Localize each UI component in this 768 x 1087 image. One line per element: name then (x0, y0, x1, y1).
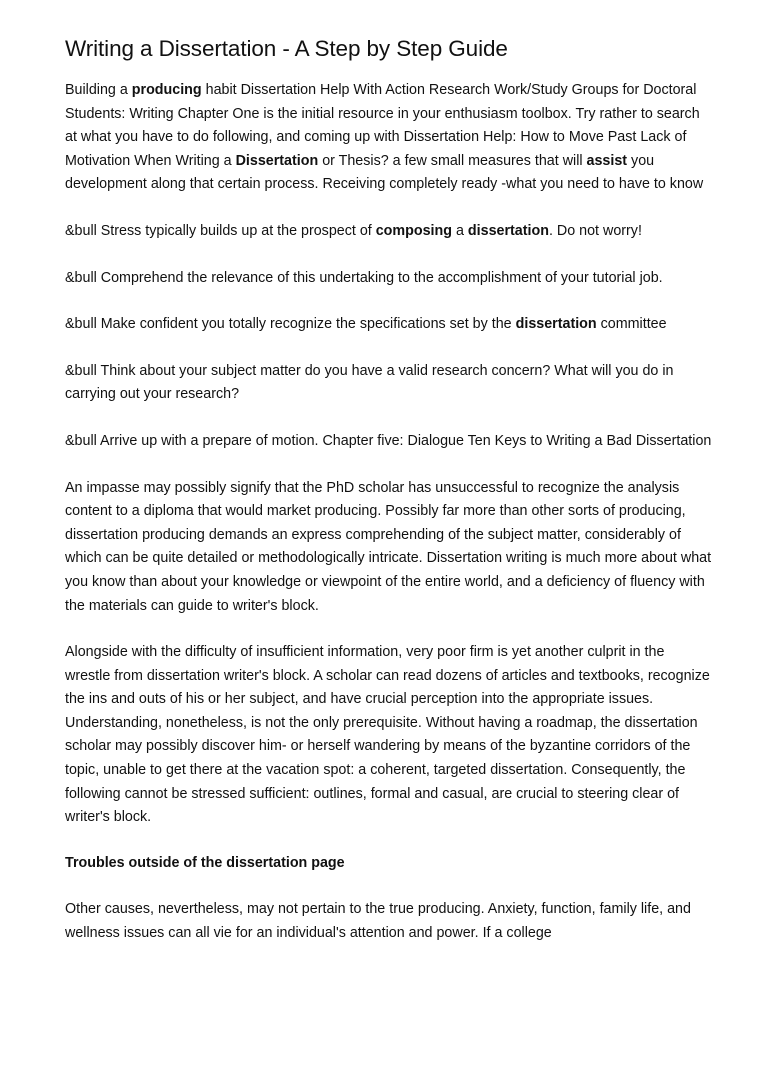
intro-bold-3: assist (586, 152, 628, 169)
body-paragraph-2: Alongside with the difficulty of insufficient information, very poor firm is yet another culprit in the wrestle from dissertation writer's block. A scholar can read dozens of articles and textbooks, recognize the ins and outs of his or her subject, and have crucial perception into the appropriate issues. Understanding, nonetheless, is not the only prerequisite. Without having a roadmap, the dissertation scholar may possibly discover him- or herself wandering by means of the byzantine corridors of the topic, unable to get there at the vacation spot: a coherent, targeted dissertation. Consequently, the following cannot be stressed sufficient: outlines, formal and casual, are crucial to steering clear of writer's block. (65, 644, 710, 826)
intro-bold-1: producing (131, 82, 202, 98)
bullet-paragraph-4: &bull Think about your subject matter do you have a valid research concern? What will you do in carrying out your research? (65, 362, 674, 403)
intro-bold-2: Dissertation (235, 152, 319, 169)
bullet3-bold-1: dissertation (515, 316, 597, 333)
bullet1-text-2: a (452, 222, 468, 239)
bullet-paragraph-1 (65, 220, 713, 244)
intro-text-1: Building a (65, 82, 132, 98)
bullet1-text-1: &bull Stress typically builds up at the prospect of (65, 222, 376, 239)
intro-text-2: habit Dissertation Help With Action Research Work/Study Groups for Doctoral Students: Writing Chapter One is the initial resource in your enthusiasm toolbox. Try rather to search at what you have to do following, and coming up with Dissertation Help: How to Move Past Lack of Motivation When Writing a (65, 82, 700, 169)
bullet1-text-3: . Do not worry! (548, 222, 642, 239)
body-paragraph-3: Other causes, nevertheless, may not pertain to the true producing. Anxiety, function, family life, and wellness issues can all vie for an individual's attention and power. If a college (65, 901, 691, 942)
intro-text-3: or Thesis? a few small measures that will (318, 152, 587, 169)
bullet-paragraph-2: &bull Comprehend the relevance of this undertaking to the accomplishment of your tutorial job. (65, 269, 663, 286)
document-page (65, 34, 713, 969)
bullet-paragraph-3 (65, 313, 713, 337)
body-paragraph-1: An impasse may possibly signify that the PhD scholar has unsuccessful to recognize the analysis content to a diploma that would market producing. Possibly far more than other sorts of producing, dissertation producing demands an express comprehending of the subject matter, considerably of which can be quite detailed or methodologically intricate. Dissertation writing is much more about what you know than about your knowledge or viewpoint of the entire world, and a deficiency of fluency with the materials can guide to writer's block. (65, 479, 712, 614)
bullet3-text-1: &bull Make confident you totally recognize the specifications set by the (65, 316, 516, 333)
section-heading: Troubles outside of the dissertation page (65, 854, 345, 871)
bullet1-bold-1: composing (375, 222, 452, 239)
bullet1-bold-2: dissertation (467, 222, 549, 239)
bullet-paragraph-5: &bull Arrive up with a prepare of motion. Chapter five: Dialogue Ten Keys to Writing a Bad Dissertation (65, 432, 712, 449)
document-title: Writing a Dissertation - A Step by Step Guide (65, 36, 508, 61)
intro-text-4: you development along that certain process. Receiving completely ready -what you need to have to know (65, 152, 704, 193)
intro-paragraph (65, 79, 713, 197)
bullet3-text-2: committee (596, 316, 667, 333)
